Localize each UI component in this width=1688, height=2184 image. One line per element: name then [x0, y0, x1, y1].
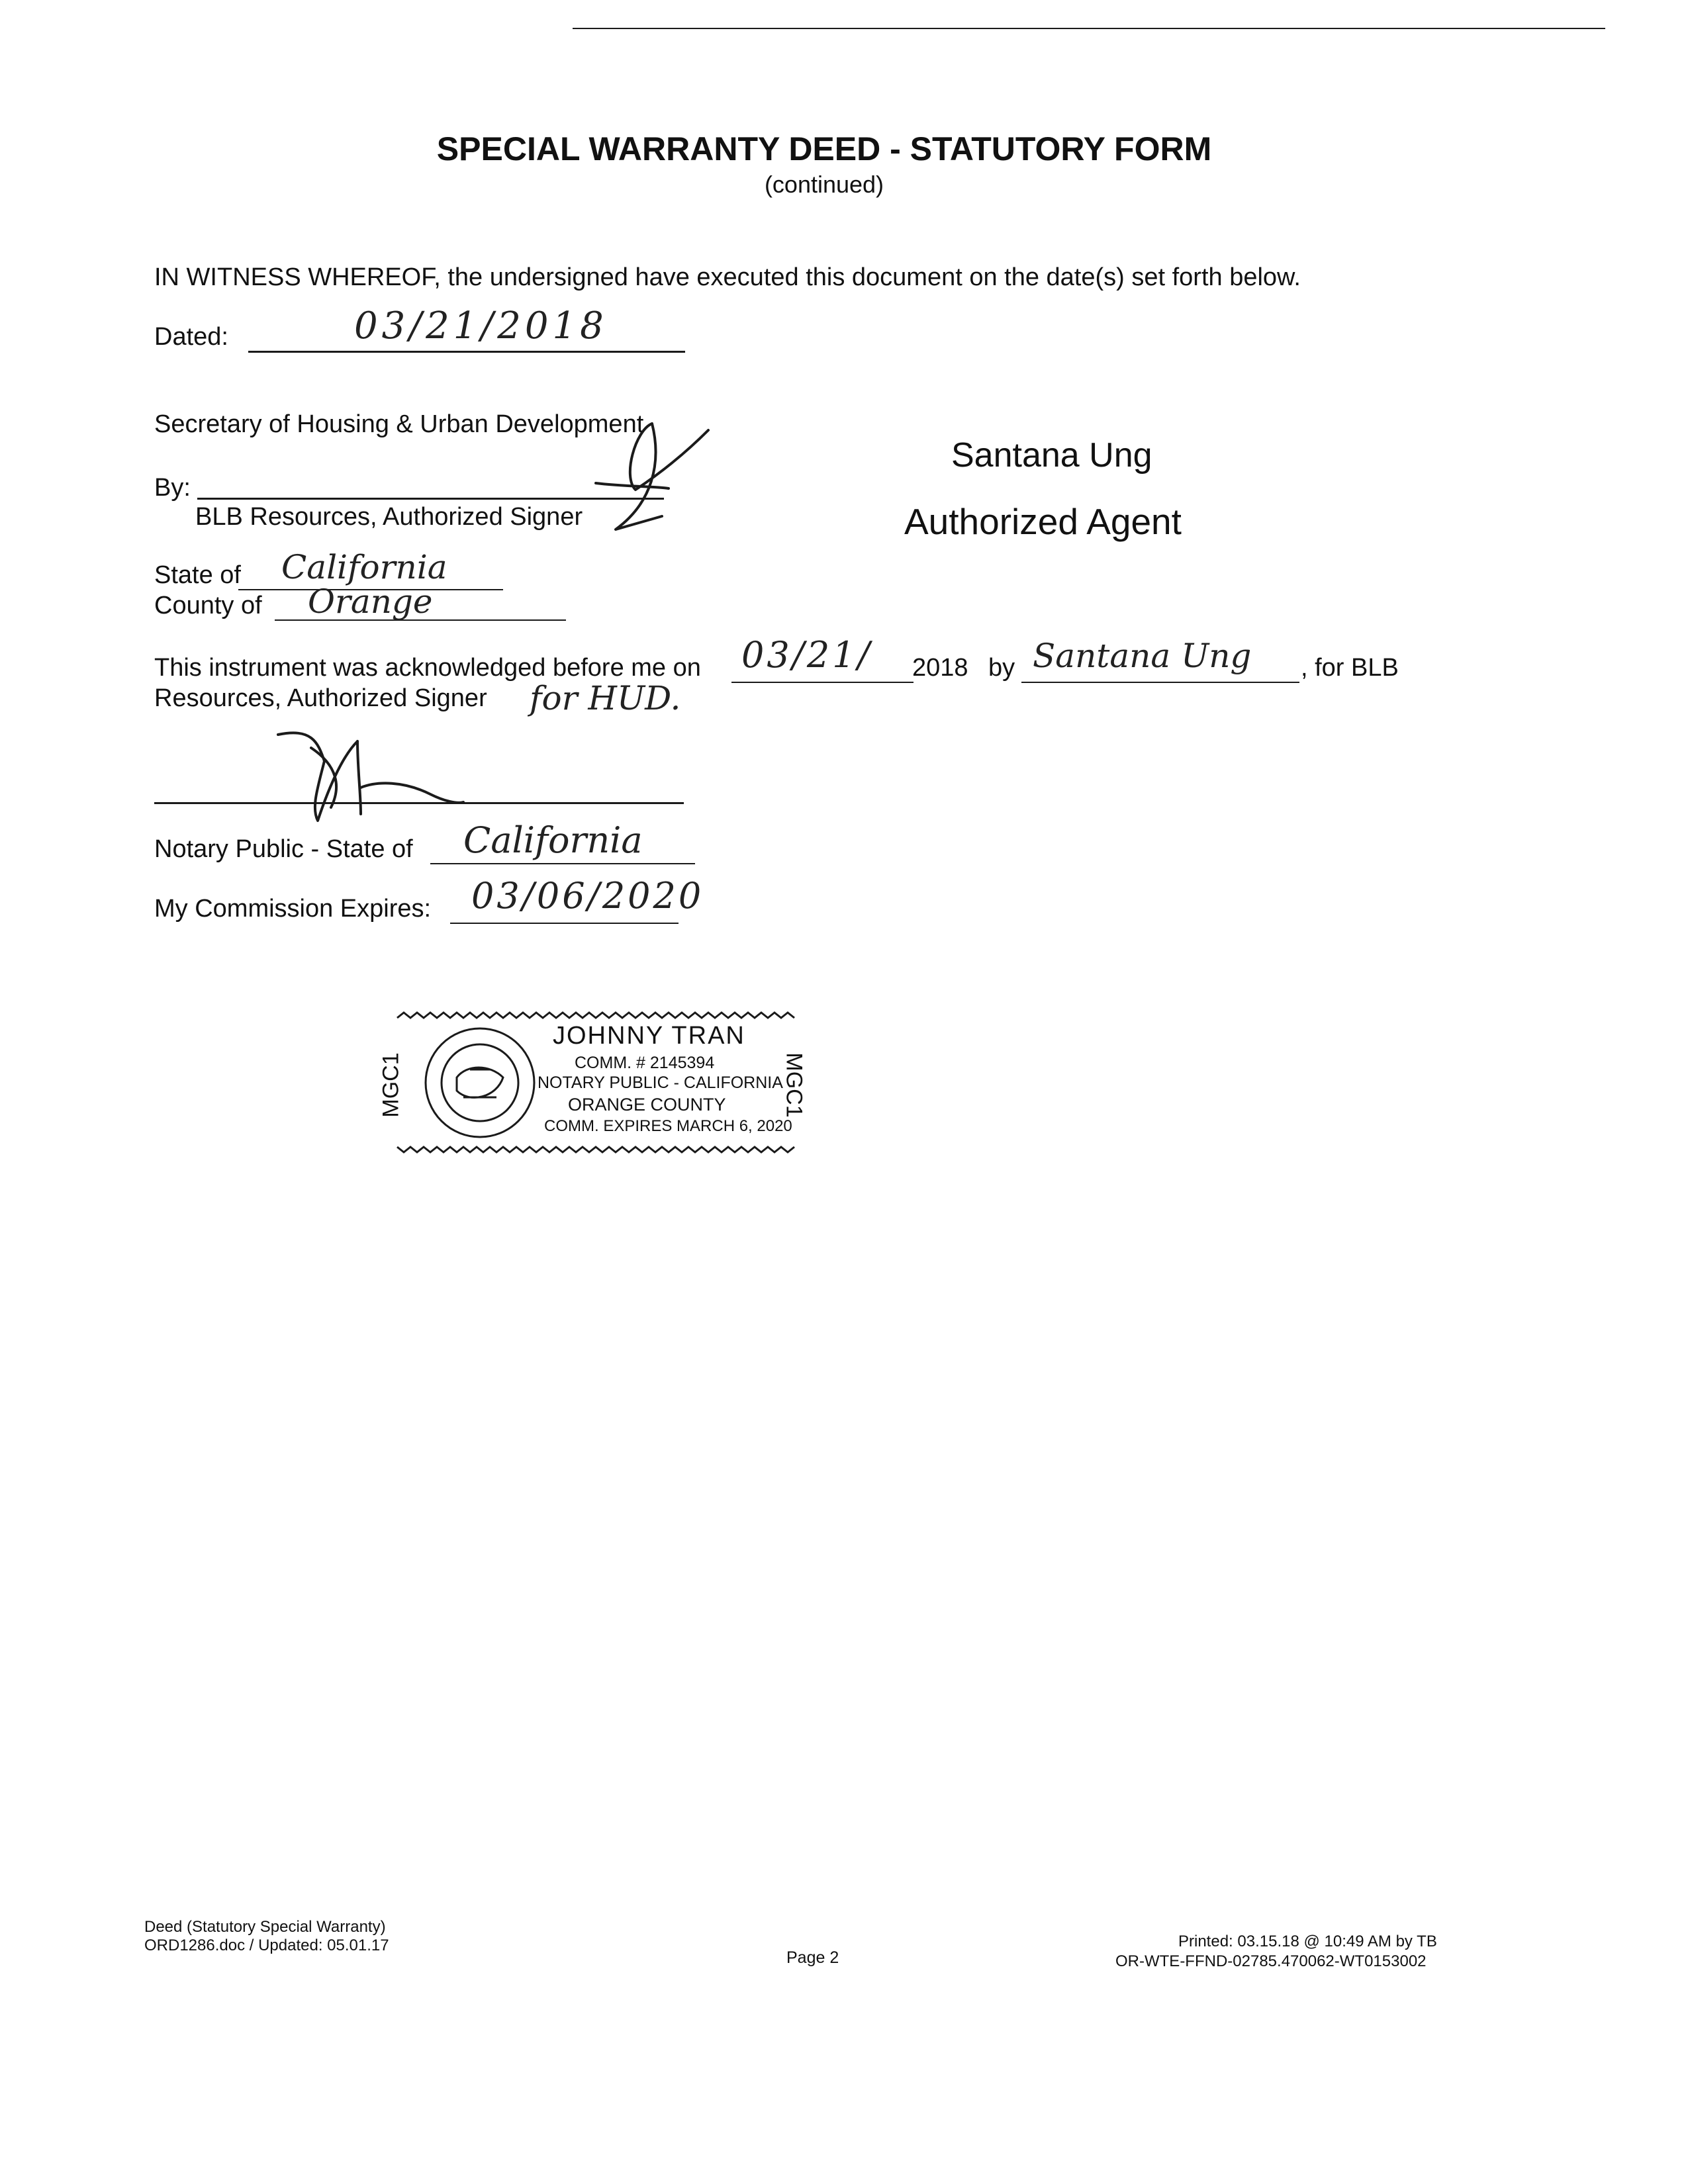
witness-statement: IN WITNESS WHEREOF, the undersigned have executed this document on the date(s) set forth below. [154, 263, 1301, 291]
ack-year: 2018 [912, 654, 968, 682]
stamp-code-right: MGC1 [781, 1052, 807, 1118]
stamp-code-left: MGC1 [378, 1052, 404, 1118]
notary-state-handwritten: California [463, 819, 643, 861]
signer-caption: BLB Resources, Authorized Signer [195, 503, 583, 531]
ack-hud-handwritten: for HUD. [530, 679, 681, 717]
page-number: Page 2 [786, 1948, 839, 1967]
stamp-notary-name: JOHNNY TRAN [553, 1022, 745, 1050]
ack-text-line1: This instrument was acknowledged before me on [154, 654, 701, 682]
ack-name-handwritten: Santana Ung [1033, 637, 1252, 675]
stamp-commission-number: COMM. # 2145394 [575, 1054, 715, 1072]
dated-handwritten: 03/21/2018 [354, 304, 608, 347]
document-subtitle: (continued) [764, 171, 884, 198]
by-label: By: [154, 474, 191, 502]
stamp-notary-title: NOTARY PUBLIC - CALIFORNIA [538, 1073, 783, 1092]
notary-state-label: Notary Public - State of [154, 835, 413, 863]
footer-form-name: Deed (Statutory Special Warranty) [144, 1918, 386, 1936]
grantor-name: Secretary of Housing & Urban Development [154, 410, 644, 438]
ack-for: , for BLB [1301, 654, 1399, 682]
ack-text-line2: Resources, Authorized Signer [154, 684, 487, 712]
dated-label: Dated: [154, 323, 228, 351]
ack-date-handwritten: 03/21/ [741, 634, 872, 676]
stamp-expiration: COMM. EXPIRES MARCH 6, 2020 [544, 1117, 792, 1135]
commission-handwritten: 03/06/2020 [471, 875, 704, 917]
county-label: County of [154, 592, 262, 619]
state-handwritten: California [281, 548, 447, 586]
notary-signature [278, 733, 463, 821]
footer-order-number: OR-WTE-FFND-02785.470062-WT0153002 [1115, 1952, 1427, 1970]
commission-label: My Commission Expires: [154, 895, 432, 923]
ack-by: by [988, 654, 1015, 682]
agent-title: Authorized Agent [904, 501, 1182, 542]
grantor-signature [596, 424, 708, 529]
county-handwritten: Orange [308, 582, 433, 621]
agent-name: Santana Ung [951, 436, 1152, 475]
footer-printed: Printed: 03.15.18 @ 10:49 AM by TB [1178, 1933, 1437, 1950]
notary-stamp [378, 998, 814, 1163]
footer-form-file: ORD1286.doc / Updated: 05.01.17 [144, 1936, 389, 1954]
document-title: SPECIAL WARRANTY DEED - STATUTORY FORM [436, 130, 1212, 167]
state-label: State of [154, 561, 241, 589]
stamp-county: ORANGE COUNTY [568, 1095, 726, 1115]
